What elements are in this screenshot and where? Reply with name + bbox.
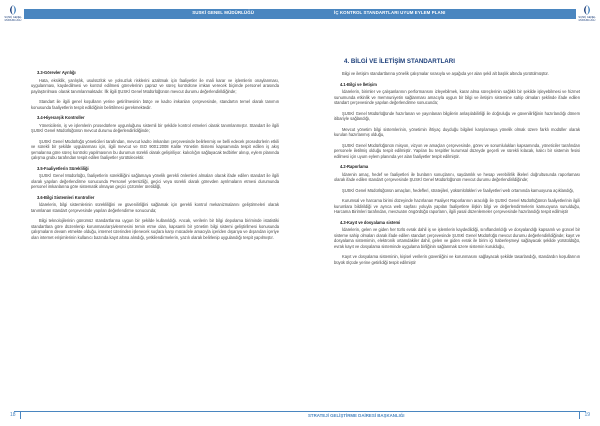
paragraph: Mevcut yönetim bilgi sistemlerinin, yönetimin ihtiyaç duyduğu bilgileri karşılamaya yönelik olmak üzere farklı modüller olarak kurulan hazırlanmış olduğu, — [334, 126, 580, 137]
header-bar — [24, 9, 576, 19]
paragraph: Kurumsal ve harcama birimi düzeyinde hazırlanan Faaliyet Raporlarının aracılığı ile ŞUSKİ Genel Müdürlüğünün faaliyetlerinin ilgili kurumlara bildirildiği ve ayrıca web sayfası yoluyla yapılan faaliyetlere ilişkin bilgi ve değerlendirmelerin kamuoyuna sunulduğu, Harcama Birimleri tarafından, mevzuatın öngördüğü raporların, ilgili yasal düzenlemeler çerçevesinde hazırlandığı tespit edilmiştir — [334, 198, 580, 214]
logo-caption: SUSKİ GENEL MÜDÜRLÜĞÜ — [578, 16, 596, 22]
subsection-heading: 3.3-Görevler Ayrılığı — [37, 70, 76, 75]
paragraph: İdarelerin, birimler ve çalışanlarının performansını izleyebilmek, karar alma süreçlerinin sağlıklı bir şekilde işleyebilmesi ve hizmet sunumunda etkinlik ve memnuniyetin sağlanması amacıyla uygun bir bilgi ve iletişim sistemine sahip olmaları şeklinde ifade edilen standart çerçevesinde yapılan değerlendirme sonucunda; — [334, 89, 580, 105]
paragraph: ŞUSKİ Genel Müdürlüğünde hazırlanan ve yayınlanan bilgilerin anlaşılabilirliği ile doğruluğu ve güvenilirliğinin hazırlandığı dönem itibariyle sağlandığı, — [334, 110, 580, 121]
header-left-title: SUSKİ GENEL MÜDÜRLÜĞÜ — [192, 10, 254, 15]
footer-department: STRATEJİ GELİŞTİRME DAİRESİ BAŞKANLIĞI — [308, 413, 405, 418]
subsection-heading: 4.1-Bilgi ve İletişim — [340, 81, 377, 87]
paragraph: Bilgi teknolojilerinin günümüz standartlarına uygun bir şekilde kullanıldığı. Ancak, verilerin bir bilgi depolama biriminde istatistiki standartlara göre düzenlenip korunması/arşivlenmesini temin etme olan, kapsamlı bir yönetim bilgi sistemi geliştirilmesi konusunda çalışmaların devam etmekte olduğu, internet üzerinden işlenecek suçlara karşı mücadele amacıyla içeriden dışarıya ve dışarıdan içeriye olan internet erişimlerinin kullanıcı bazında kayıt altına alındığı, yetkilendirmelerin, yazılı olarak belirlenip uygulandığı tespit yapılmıştır. — [31, 218, 279, 240]
subsection-heading: 4.2-Raporlama — [340, 164, 369, 169]
paragraph: Kayıt ve dosyalama sisteminin, kişisel verilerin güvenliğini ve korunmasını sağlayacak şekilde tasarlandığı, standardın koşullarının büyük ölçüde yerine getirildiği tespit edilmiştir — [334, 254, 580, 265]
paragraph: Bilgi ve iletişim standartlarına yönelik çalışmalar sırasıyla ve aşağıda yer alan şekil alt başlık altında yürütülmüştür. — [342, 71, 549, 76]
paragraph: İdarenin amaç, hedef ve faaliyetleri ile bunların sonuçlarını, saydamlık ve hesap verebilirlik ilkeleri doğrultusunda raporlaması olarak ifade edilen standart çerçevesinde ŞUSKİ Genel Müdürlüğünün mevcut durumu değerlendirildiğinde; — [334, 171, 580, 182]
paragraph: İdarelerin, gelen ve giden her türlü evrak dahil iş ve işlemlerin kaydedildiği, sınıflandırıldığı ve dosyalandığı kapsamlı ve güncel bir sisteme sahip olmaları olarak ifade edilen standart çerçevesinde ŞUSKİ Genel Müdürlüğü mevcut durumu değerlendirildiğinde; kayıt ve dosyalama sistemimin, elektronik ortamdakiler dahil, gelen ve giden evrak ile birim içi haberleşmeyi sağlayacak şekilde yürütüldüğü, evrak kayıt ve dosyalama sisteminde uygulama birliğinin sağlanmak üzere sistemin kurulduğu, — [334, 227, 580, 249]
footer-marker — [20, 411, 21, 419]
logo-caption: SUSKİ GENEL MÜDÜRLÜĞÜ — [4, 16, 22, 22]
left-page — [31, 68, 279, 245]
right-page-body — [334, 71, 580, 265]
subsection-heading: 3.6-Bilgi Sistemleri Kontroller — [37, 194, 95, 200]
subsection-heading: 3.4-Hiyerarşik Kontroller — [37, 115, 85, 120]
suski-logo-icon — [580, 4, 594, 16]
footer-divider — [14, 411, 586, 412]
page-number-right: 19 — [584, 412, 590, 418]
paragraph: Yöneticilerin, iş ve işlemlerin prosedürlere uygunluğunu sistemli bir şekilde kontrol etmeleri olarak tanımlanmıştır. Standart ile ilgili ŞUSKİ Genel Müdürlüğünün mevcut durumu değerlendirildiğinde; — [31, 122, 279, 133]
subsection-heading: 4.3-Kayıt ve dosyalama sistemi — [340, 219, 401, 225]
paragraph: ŞUSKİ Genel Müdürlüğü yöneticileri tarafından, mevcut kadro imkanları çerçevesinde belirlenmiş ve belli edecek prosedürlerin etkili ve sürekli bir şekilde uygulanması için, ilgili mevcut ve ISO 9001:2008 Kalite Yönetim Sistemi kapsamında tespit edilen iş akış şemalarına göre süreç kontrolü yapılmasının bu durumun sürekli olarak gelişiriliyor. kalıcılığın sağlayacak tedbirler alınıp, eylem planında çalışma grubu tarafından tespit edilen faaliyetler yürütülecektir. — [31, 138, 279, 160]
paragraph: Standart ile ilgili genel koşulların yerine getirilmesinin bütçe ve kadro imkanları çerçevesinde, standartın temel olarak tanımın konusunda faaliyetlerin tespit edildiğinin belirtilmesi gerekmektedir. — [31, 99, 279, 110]
section-title: 4. BİLGİ VE İLETİŞİM STANDARTLARI — [344, 58, 455, 65]
suski-logo-icon — [6, 4, 20, 16]
subsection-heading: 3.5-Faaliyetlerin Sürekliliği — [37, 165, 89, 171]
paragraph: Hata, eksiklik, yanlışlık, usulsüzlük ve yolsuzluk risklerini azaltmak için faaliyetler ile mali karar ve işlemlerin onaylanması, uygulanması, kaydedilmesi ve kontrol edilmesi görevlerinin çapraz ve süreç kontrolüne imkan verecek biçimde personel arasında paylaştırılması olarak tanımlanmaktadır. İlk ilgili ŞUSKİ Genel Müdürlüğünün mevcut durumu değerlendirildiğinde; — [31, 77, 279, 94]
paragraph: ŞUSKİ Genel Müdürlüğü, faaliyetlerin sürekliliğini sağlamaya yönelik gerekli önlemleri almaları olarak ifade edilen standart ile ilgili olarak yapılan değerlendirme sonucunda Personel yetersizliği, geçici veya sürekli olarak görevden ayrılmaların etmesi durumunda personel imkanlarına göre sistematik olmayan geçici çözümler üretildiği, — [31, 173, 279, 189]
paragraph: İdarelerin, bilgi sistemlerinin sürekliliğini ve güvenilirliğini sağlamak için gerekli kontrol mekanizmalarını geliştirmeleri olarak tanımlanan standart çerçevesinde yapılan değerlendirme sonucunda; — [31, 202, 279, 213]
header-right-title: İÇ KONTROL STANDARTLARI UYUM EYLEM PLANI — [334, 10, 446, 15]
paragraph: ŞUSKİ Genel Müdürlüğünün amaçları, hedefleri, stratejileri, yükümlülükleri ve faaliyetleri web ortamında kamuoyuna açıklandığı, — [342, 187, 575, 193]
right-page — [334, 58, 580, 270]
page-number-left: 18 — [10, 412, 16, 418]
paragraph: ŞUSKİ Genel Müdürlüğünün misyon, vizyon ve amaçları çerçevesinde, görev ve sorumlulukları kapsamında, yöneticiler tarafından personele iletilmiş olduğu tespit edilmiştir. Yapılan bu tespitler kurumsal düzeyde geçerli ve sürekli kılacak, kalıcı bir sistemin fesisi edilmesi için uyum eylem planında yer alan faaliyetler tespit edilmiştir. — [334, 142, 580, 159]
footer-marker — [579, 411, 580, 419]
